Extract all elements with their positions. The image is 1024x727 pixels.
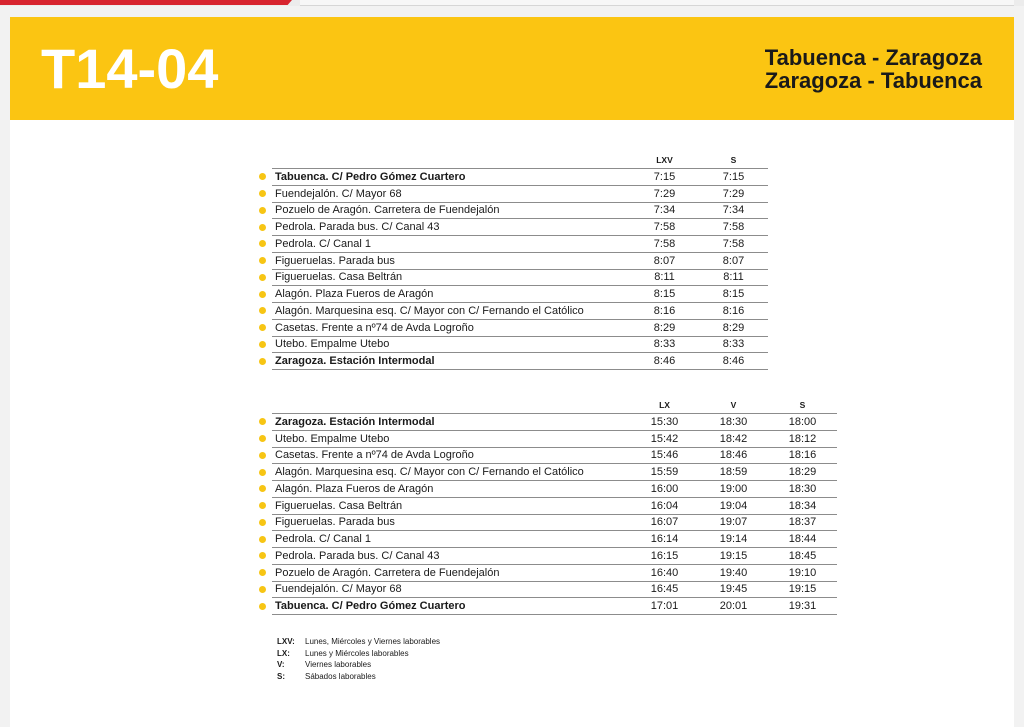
- stop-dot-icon: [259, 341, 266, 348]
- stop-dot-cell: [258, 353, 272, 370]
- timetable-outbound: [258, 152, 768, 370]
- stop-name: Figueruelas. Casa Beltrán: [272, 497, 630, 514]
- departure-time: 7:58: [630, 219, 699, 236]
- departure-time: 19:00: [699, 481, 768, 498]
- legend-key: LXV:: [277, 637, 295, 646]
- stop-dot-icon: [259, 291, 266, 298]
- table-row: [258, 497, 837, 514]
- stop-dot-cell: [258, 269, 272, 286]
- stop-dot-cell: [258, 252, 272, 269]
- top-divider: [300, 0, 1014, 6]
- departure-time: 7:34: [699, 202, 768, 219]
- table-row: [258, 581, 837, 598]
- stop-name: Casetas. Frente a nº74 de Avda Logroño: [272, 319, 630, 336]
- stop-name: Pozuelo de Aragón. Carretera de Fuendejalón: [272, 202, 630, 219]
- table-row: [258, 303, 768, 320]
- departure-time: 17:01: [630, 598, 699, 615]
- stop-dot-icon: [259, 586, 266, 593]
- stop-name: Utebo. Empalme Utebo: [272, 336, 630, 353]
- stop-name: Alagón. Marquesina esq. C/ Mayor con C/ Fernando el Católico: [272, 303, 630, 320]
- departure-time: 8:07: [630, 252, 699, 269]
- stop-name: Alagón. Plaza Fueros de Aragón: [272, 286, 630, 303]
- departure-time: 18:59: [699, 464, 768, 481]
- departure-time: 8:16: [699, 303, 768, 320]
- table-row: [258, 236, 768, 253]
- stop-name: Pozuelo de Aragón. Carretera de Fuendejalón: [272, 564, 630, 581]
- stop-dot-cell: [258, 319, 272, 336]
- legend-key: V:: [277, 660, 285, 669]
- departure-time: 8:46: [630, 353, 699, 370]
- departure-time: 8:33: [699, 336, 768, 353]
- departure-time: 7:15: [630, 169, 699, 186]
- table-row: [258, 548, 837, 565]
- legend-item: [277, 659, 440, 671]
- departure-time: 7:15: [699, 169, 768, 186]
- legend-text: Viernes laborables: [305, 660, 372, 669]
- stop-name: Fuendejalón. C/ Mayor 68: [272, 581, 630, 598]
- column-header: LXV: [656, 155, 673, 165]
- departure-time: 8:46: [699, 353, 768, 370]
- stop-dot-cell: [258, 548, 272, 565]
- stop-dot-icon: [259, 485, 266, 492]
- stop-dot-icon: [259, 324, 266, 331]
- header-spacer: [258, 397, 272, 414]
- stop-name: Zaragoza. Estación Intermodal: [272, 414, 630, 431]
- table-row: [258, 286, 768, 303]
- timetable-sheet: [10, 17, 1014, 727]
- route-banner: [10, 17, 1014, 120]
- stop-name: Pedrola. Parada bus. C/ Canal 43: [272, 219, 630, 236]
- stop-dot-icon: [259, 452, 266, 459]
- table-row: [258, 202, 768, 219]
- stop-dot-cell: [258, 414, 272, 431]
- route-direction-outbound: Tabuenca - Zaragoza: [764, 45, 982, 70]
- table-row: [258, 564, 837, 581]
- departure-time: 18:44: [768, 531, 837, 548]
- departure-time: 8:29: [699, 319, 768, 336]
- stop-dot-icon: [259, 240, 266, 247]
- stop-name: Pedrola. C/ Canal 1: [272, 531, 630, 548]
- departure-time: 8:33: [630, 336, 699, 353]
- departure-time: 8:11: [630, 269, 699, 286]
- stop-dot-cell: [258, 447, 272, 464]
- timetable-return: [258, 397, 837, 615]
- red-accent-bar: [0, 0, 292, 5]
- stop-dot-cell: [258, 481, 272, 498]
- departure-time: 16:15: [630, 548, 699, 565]
- table-row: [258, 169, 768, 186]
- departure-time: 18:45: [768, 548, 837, 565]
- table-row: [258, 185, 768, 202]
- column-header: V: [730, 400, 737, 410]
- departure-time: 7:58: [699, 236, 768, 253]
- departure-time: 19:10: [768, 564, 837, 581]
- stop-name: Alagón. Marquesina esq. C/ Mayor con C/ Fernando el Católico: [272, 464, 630, 481]
- stop-dot-icon: [259, 190, 266, 197]
- departure-time: 18:42: [699, 430, 768, 447]
- table-row: [258, 430, 837, 447]
- table-row: [258, 481, 837, 498]
- stop-name: Figueruelas. Parada bus: [272, 252, 630, 269]
- stop-dot-cell: [258, 464, 272, 481]
- departure-time: 7:34: [630, 202, 699, 219]
- column-header: S: [730, 155, 737, 165]
- stop-dot-cell: [258, 531, 272, 548]
- departure-time: 18:00: [768, 414, 837, 431]
- table-row: [258, 219, 768, 236]
- stop-name: Figueruelas. Parada bus: [272, 514, 630, 531]
- departure-time: 8:07: [699, 252, 768, 269]
- departure-time: 8:29: [630, 319, 699, 336]
- legend-text: Sábados laborables: [305, 671, 376, 681]
- departure-time: 18:12: [768, 430, 837, 447]
- legend-text: Lunes y Miércoles laborables: [305, 648, 409, 658]
- stop-dot-icon: [259, 519, 266, 526]
- departure-time: 8:15: [630, 286, 699, 303]
- column-header: LX: [659, 400, 670, 410]
- legend-text: Lunes, Miércoles y Viernes laborables: [305, 637, 441, 646]
- table-row: [258, 252, 768, 269]
- stop-dot-cell: [258, 497, 272, 514]
- table-header-row: [258, 152, 768, 169]
- stop-name: Zaragoza. Estación Intermodal: [272, 353, 630, 370]
- stop-dot-cell: [258, 169, 272, 186]
- stop-dot-icon: [259, 435, 266, 442]
- stop-dot-icon: [259, 552, 266, 559]
- route-code: T14-04: [41, 37, 219, 100]
- departure-time: 19:04: [699, 497, 768, 514]
- stop-dot-cell: [258, 598, 272, 615]
- header-spacer: [272, 152, 630, 169]
- table-row: [258, 598, 837, 615]
- header-spacer: [258, 152, 272, 169]
- departure-time: 19:15: [699, 548, 768, 565]
- stop-dot-icon: [259, 418, 266, 425]
- table-row: [258, 269, 768, 286]
- departure-time: 16:00: [630, 481, 699, 498]
- stop-dot-icon: [259, 603, 266, 610]
- departure-time: 18:34: [768, 497, 837, 514]
- table-row: [258, 464, 837, 481]
- table-row: [258, 319, 768, 336]
- departure-time: 15:46: [630, 447, 699, 464]
- legend-key: S:: [277, 671, 285, 681]
- stop-name: Tabuenca. C/ Pedro Gómez Cuartero: [272, 169, 630, 186]
- stop-dot-cell: [258, 430, 272, 447]
- header-spacer: [272, 397, 630, 414]
- departure-time: 18:30: [699, 414, 768, 431]
- stop-name: Pedrola. Parada bus. C/ Canal 43: [272, 548, 630, 565]
- departure-time: 18:16: [768, 447, 837, 464]
- stop-dot-cell: [258, 303, 272, 320]
- departure-time: 19:45: [699, 581, 768, 598]
- stop-dot-icon: [259, 173, 266, 180]
- stop-dot-cell: [258, 286, 272, 303]
- departure-time: 15:42: [630, 430, 699, 447]
- stop-dot-cell: [258, 514, 272, 531]
- table-row: [258, 414, 837, 431]
- stop-name: Casetas. Frente a nº74 de Avda Logroño: [272, 447, 630, 464]
- stop-dot-cell: [258, 219, 272, 236]
- departure-time: 7:58: [699, 219, 768, 236]
- table-row: [258, 447, 837, 464]
- stop-name: Utebo. Empalme Utebo: [272, 430, 630, 447]
- table-row: [258, 531, 837, 548]
- stop-name: Fuendejalón. C/ Mayor 68: [272, 185, 630, 202]
- stop-dot-cell: [258, 236, 272, 253]
- stop-dot-icon: [259, 469, 266, 476]
- departure-time: 19:31: [768, 598, 837, 615]
- browser-top-bar: [0, 0, 1024, 6]
- departure-time: 20:01: [699, 598, 768, 615]
- stop-dot-cell: [258, 185, 272, 202]
- table-header-row: [258, 397, 837, 414]
- stop-name: Pedrola. C/ Canal 1: [272, 236, 630, 253]
- departure-time: 7:58: [630, 236, 699, 253]
- stop-dot-icon: [259, 207, 266, 214]
- legend-item: [277, 636, 440, 648]
- departure-time: 15:30: [630, 414, 699, 431]
- departure-time: 19:15: [768, 581, 837, 598]
- stop-dot-cell: [258, 202, 272, 219]
- departure-time: 8:16: [630, 303, 699, 320]
- stop-dot-icon: [259, 358, 266, 365]
- departure-time: 8:15: [699, 286, 768, 303]
- stop-name: Tabuenca. C/ Pedro Gómez Cuartero: [272, 598, 630, 615]
- departure-time: 16:40: [630, 564, 699, 581]
- departure-time: 7:29: [699, 185, 768, 202]
- departure-time: 18:46: [699, 447, 768, 464]
- legend-item: [277, 671, 440, 683]
- stop-dot-icon: [259, 569, 266, 576]
- stop-dot-cell: [258, 336, 272, 353]
- route-names: [765, 46, 982, 92]
- departure-time: 16:14: [630, 531, 699, 548]
- stop-dot-cell: [258, 581, 272, 598]
- departure-time: 8:11: [699, 269, 768, 286]
- table-row: [258, 353, 768, 370]
- legend: [277, 636, 440, 682]
- stop-dot-icon: [259, 257, 266, 264]
- departure-time: 19:40: [699, 564, 768, 581]
- departure-time: 18:29: [768, 464, 837, 481]
- departure-time: 18:37: [768, 514, 837, 531]
- departure-time: 18:30: [768, 481, 837, 498]
- departure-time: 19:14: [699, 531, 768, 548]
- departure-time: 16:04: [630, 497, 699, 514]
- departure-time: 15:59: [630, 464, 699, 481]
- table-row: [258, 336, 768, 353]
- stop-dot-icon: [259, 224, 266, 231]
- stop-name: Alagón. Plaza Fueros de Aragón: [272, 481, 630, 498]
- table-row: [258, 514, 837, 531]
- stop-dot-icon: [259, 307, 266, 314]
- legend-item: [277, 648, 440, 660]
- column-header: S: [799, 400, 806, 410]
- stop-dot-icon: [259, 536, 266, 543]
- stop-dot-cell: [258, 564, 272, 581]
- departure-time: 7:29: [630, 185, 699, 202]
- departure-time: 16:45: [630, 581, 699, 598]
- stop-dot-icon: [259, 502, 266, 509]
- departure-time: 16:07: [630, 514, 699, 531]
- legend-key: LX:: [277, 648, 290, 658]
- route-direction-return: Zaragoza - Tabuenca: [764, 68, 982, 93]
- stop-name: Figueruelas. Casa Beltrán: [272, 269, 630, 286]
- departure-time: 19:07: [699, 514, 768, 531]
- stop-dot-icon: [259, 274, 266, 281]
